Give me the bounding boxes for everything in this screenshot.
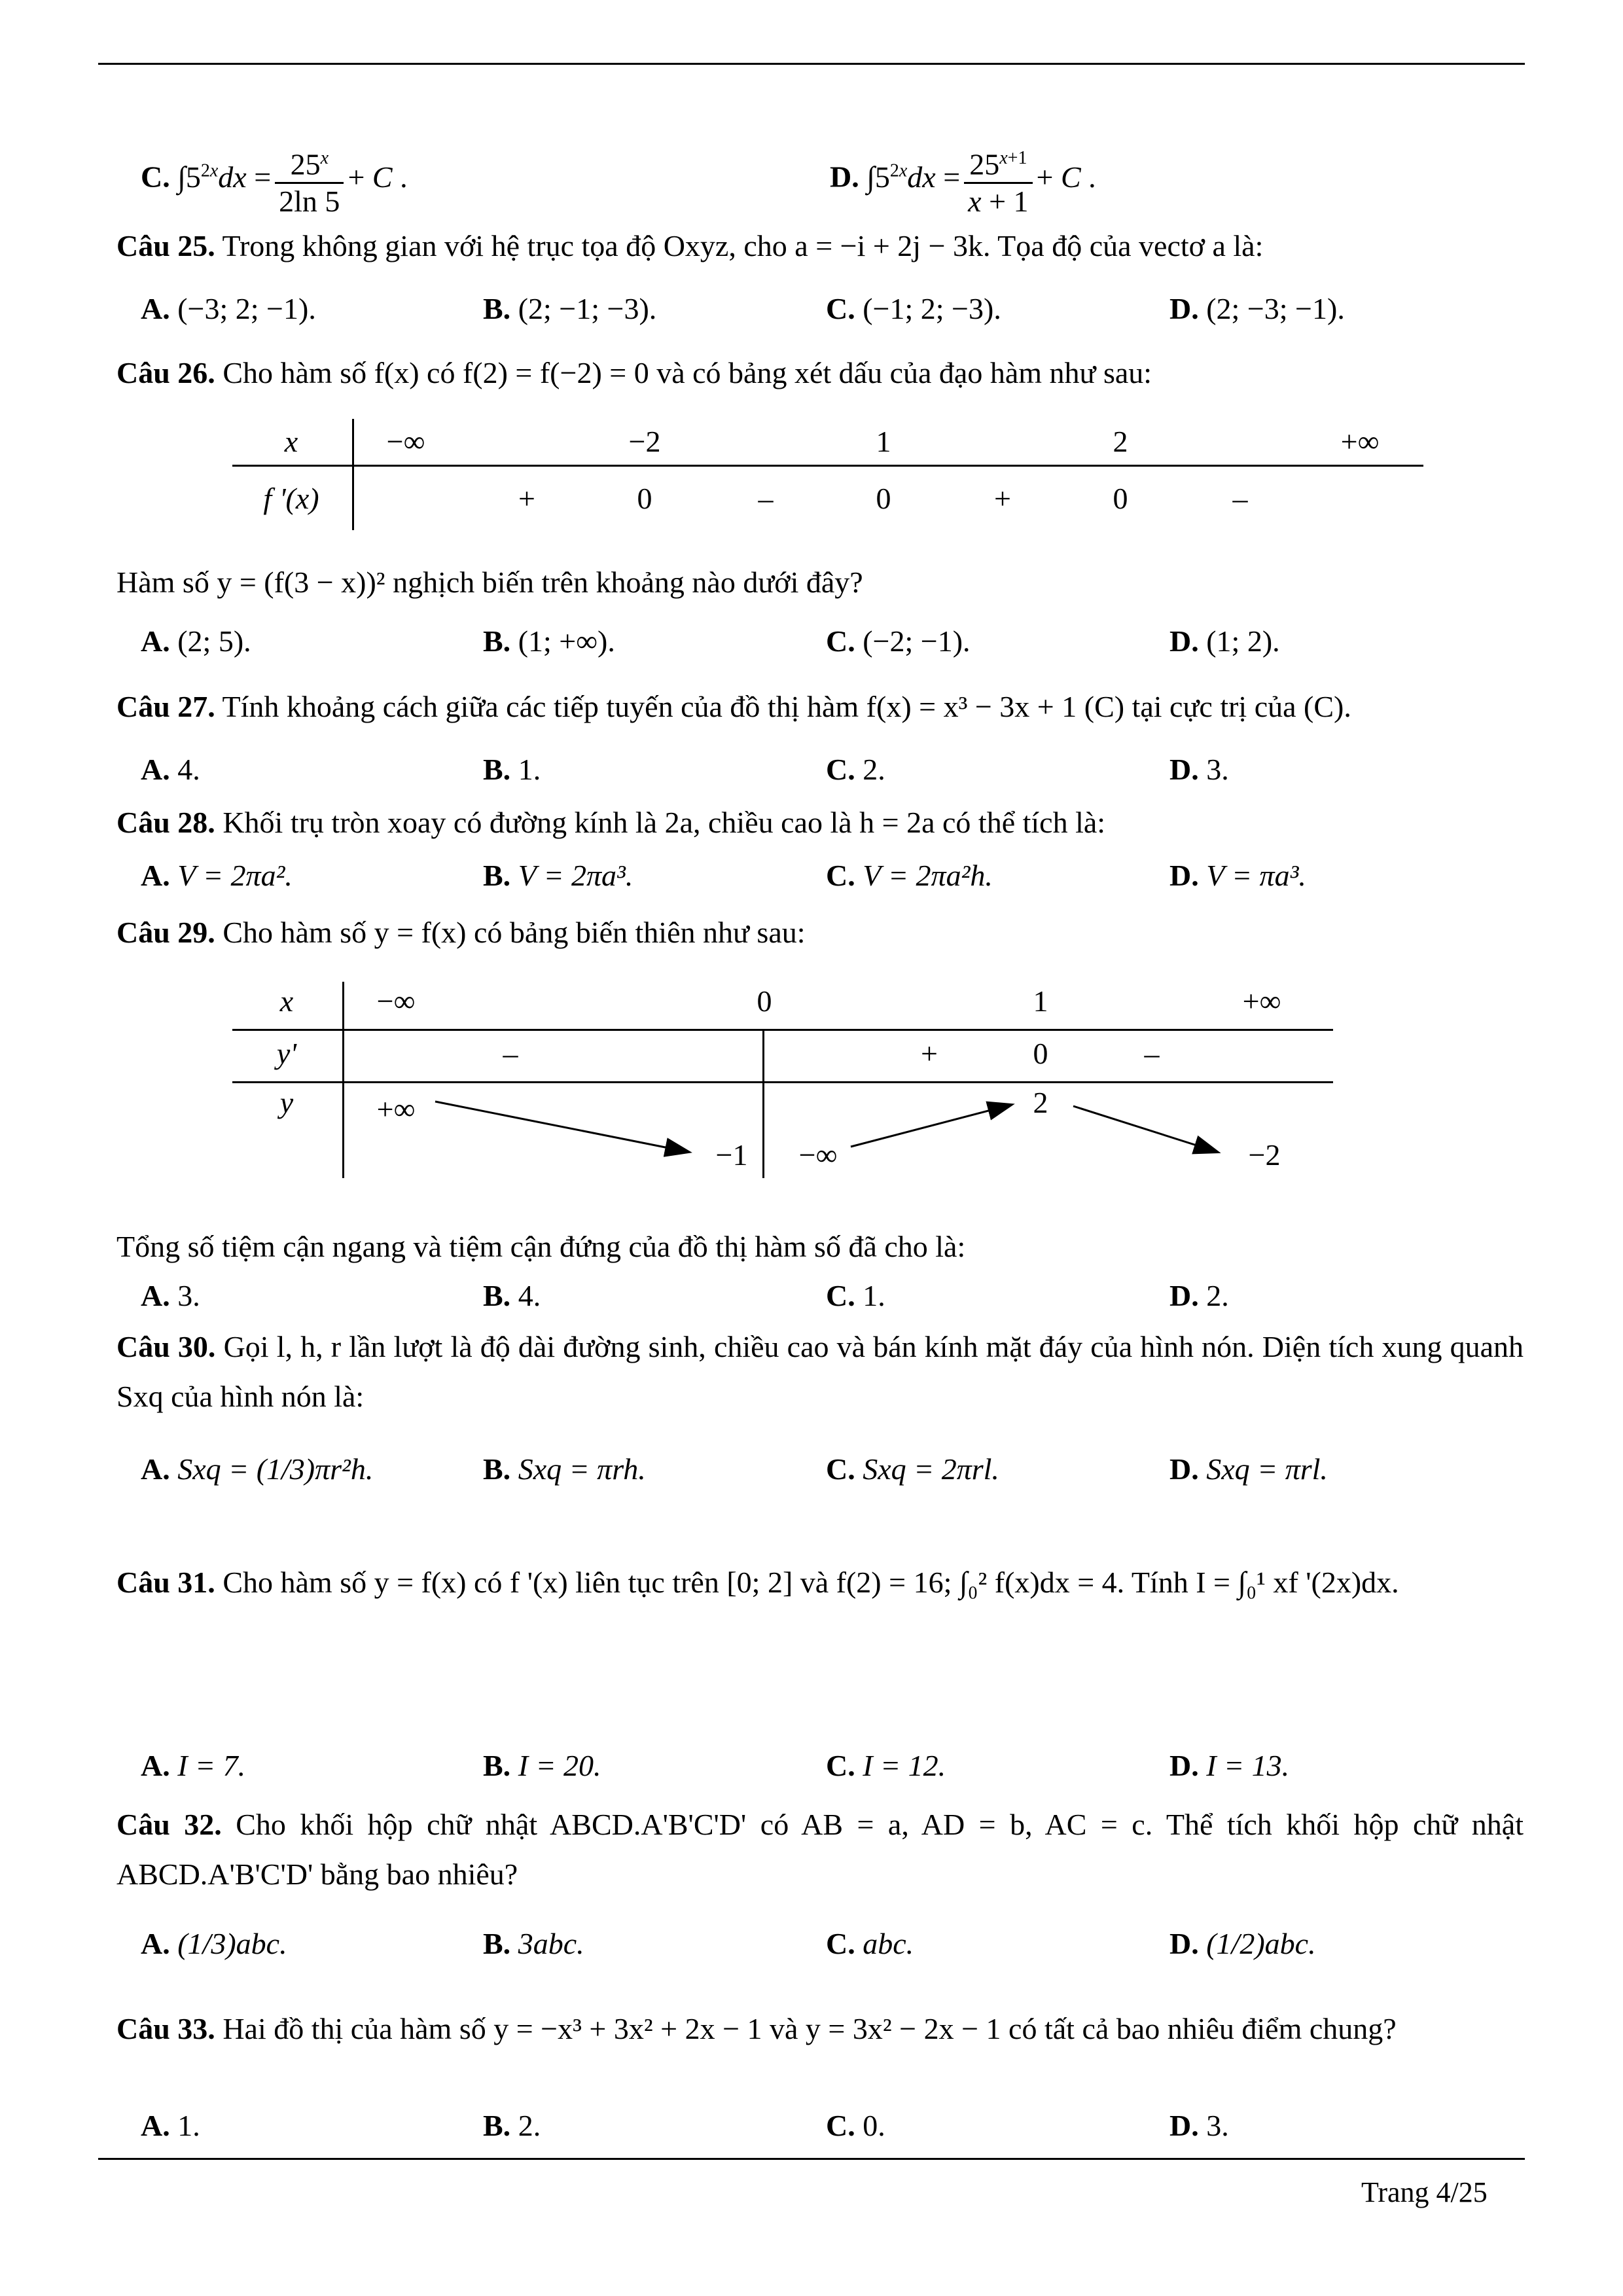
q30-option-c: C. Sxq = 2πrl. <box>826 1452 999 1486</box>
q33-option-b: B. 2. <box>483 2109 541 2142</box>
x-value: +∞ <box>1242 984 1281 1018</box>
sign: 0 <box>1113 482 1128 515</box>
q26-question: Hàm số y = (f(3 − x))² nghịch biến trên khoảng nào dưới đây? <box>116 565 863 599</box>
footer-rule <box>98 2158 1525 2160</box>
option-label: D. <box>830 160 859 194</box>
q28-stem: Câu 28. Khối trụ tròn xoay có đường kính là 2a, chiều cao là h = 2a có thể tích là: <box>116 806 1106 839</box>
q32-option-b: B. 3abc. <box>483 1927 584 1960</box>
option-math: $\int 5^{2x}dx$ = $\frac{25^x}{2\ln 5}$ + C . <box>177 160 407 194</box>
q32-stem: Câu 32. Cho khối hộp chữ nhật ABCD.A'B'C'D' có AB = a, AD = b, AC = c. Thể tích khối hộp chữ nhật ABCD.A'B'C'D' bằng bao nhiêu? <box>116 1808 1524 1891</box>
question-label: Câu 25. <box>116 229 215 262</box>
y-value: 2 <box>1033 1086 1048 1119</box>
q25-option-c: C. (−1; 2; −3). <box>826 292 1001 325</box>
q33-option-c: C. 0. <box>826 2109 885 2142</box>
q33-option-a: A. 1. <box>141 2109 200 2142</box>
row-head-y: y <box>279 1086 294 1119</box>
q32-option-c: C. abc. <box>826 1927 914 1960</box>
row-head-x: x <box>284 425 298 458</box>
q28-option-c: C. V = 2πa²h. <box>826 859 993 892</box>
q31-option-b: B. I = 20. <box>483 1749 601 1782</box>
q27-option-b: B. 1. <box>483 753 541 786</box>
q33-stem: Câu 33. Hai đồ thị của hàm số y = −x³ + 3x² + 2x − 1 và y = 3x² − 2x − 1 có tất cả bao nhiêu điểm chung? <box>116 2012 1397 2045</box>
yprime-sign: + <box>921 1037 938 1070</box>
yprime-sign: – <box>503 1037 518 1070</box>
question-text: Trong không gian với hệ trục tọa độ Oxyz, cho a = −i + 2j − 3k. Tọa độ của vectơ a là: <box>222 229 1264 262</box>
q29-stem: Câu 29. Cho hàm số y = f(x) có bảng biến thiên như sau: <box>116 916 806 949</box>
q26-option-a: A. (2; 5). <box>141 624 251 658</box>
q26-option-b: B. (1; +∞). <box>483 624 615 658</box>
row-head-yprime: y' <box>276 1037 297 1070</box>
page-number: Trang 4/25 <box>1361 2176 1488 2208</box>
q31-stem: Câu 31. Cho hàm số y = f(x) có f '(x) liên tục trên [0; 2] và f(2) = 16; ∫₀² f(x)dx = 4. Tính I = ∫₀¹ xf '(2x)dx. <box>116 1566 1399 1599</box>
q25-option-a: A. (−3; 2; −1). <box>141 292 316 325</box>
x-value: 1 <box>1033 984 1048 1018</box>
q25-option-d: D. (2; −3; −1). <box>1169 292 1345 325</box>
x-value: 0 <box>757 984 772 1018</box>
row-head-x: x <box>279 984 294 1018</box>
q29-option-b: B. 4. <box>483 1279 541 1312</box>
x-value: −∞ <box>376 984 416 1018</box>
q29-option-c: C. 1. <box>826 1279 885 1312</box>
q28-option-b: B. V = 2πa³. <box>483 859 633 892</box>
y-value: −∞ <box>798 1138 838 1172</box>
q33-option-d: D. 3. <box>1169 2109 1229 2142</box>
q31-option-c: C. I = 12. <box>826 1749 946 1782</box>
q27-option-a: A. 4. <box>141 753 200 786</box>
option-math: $\int 5^{2x}dx$ = $\frac{25^{x+1}}{x + 1}$ + C . <box>866 160 1096 194</box>
sign: – <box>1232 482 1248 515</box>
q26-stem: Câu 26. Cho hàm số f(x) có f(2) = f(−2) = 0 và có bảng xét dấu của đạo hàm như sau: <box>116 356 1152 389</box>
x-value: 1 <box>876 425 891 458</box>
q28-option-a: A. V = 2πa². <box>141 859 293 892</box>
q27-stem: Câu 27. Tính khoảng cách giữa các tiếp tuyến của đồ thị hàm f(x) = x³ − 3x + 1 (C) tại cực trị của (C). <box>116 690 1351 723</box>
sign: 0 <box>876 482 891 515</box>
y-value: +∞ <box>376 1092 416 1126</box>
y-value: −2 <box>1248 1138 1281 1172</box>
x-value: −∞ <box>386 425 425 458</box>
sign: 0 <box>637 482 652 515</box>
x-value: −2 <box>628 425 661 458</box>
option-label: C. <box>141 160 170 194</box>
q30-option-d: D. Sxq = πrl. <box>1169 1452 1328 1486</box>
x-value: +∞ <box>1340 425 1380 458</box>
q28-option-d: D. V = πa³. <box>1169 859 1306 892</box>
q32-option-a: A. (1/3)abc. <box>141 1927 287 1960</box>
arrow-increasing <box>851 1105 1011 1147</box>
q30-option-b: B. Sxq = πrh. <box>483 1452 646 1486</box>
q26-option-d: D. (1; 2). <box>1169 624 1280 658</box>
row-head-fprime: f '(x) <box>263 482 319 515</box>
q29-option-d: D. 2. <box>1169 1279 1229 1312</box>
q31-option-d: D. I = 13. <box>1169 1749 1290 1782</box>
q25-option-b: B. (2; −1; −3). <box>483 292 657 325</box>
q27-option-d: D. 3. <box>1169 753 1229 786</box>
yprime-sign: – <box>1144 1037 1160 1070</box>
q29-question: Tổng số tiệm cận ngang và tiệm cận đứng của đồ thị hàm số đã cho là: <box>116 1230 966 1263</box>
q29-option-a: A. 3. <box>141 1279 200 1312</box>
yprime-sign: 0 <box>1033 1037 1048 1070</box>
arrow-decreasing <box>435 1102 688 1152</box>
q32-option-d: D. (1/2)abc. <box>1169 1927 1316 1960</box>
q27-option-c: C. 2. <box>826 753 885 786</box>
q30-option-a: A. Sxq = (1/3)πr²h. <box>141 1452 374 1486</box>
q31-option-a: A. I = 7. <box>141 1749 246 1782</box>
sign: – <box>758 482 774 515</box>
x-value: 2 <box>1113 425 1128 458</box>
sign: + <box>518 482 535 515</box>
q30-stem: Câu 30. Gọi l, h, r lần lượt là độ dài đường sinh, chiều cao và bán kính mặt đáy của hình nón. Diện tích xung quanh Sxq của hình nón là: <box>116 1330 1524 1413</box>
arrow-decreasing <box>1073 1106 1217 1152</box>
q26-option-c: C. (−2; −1). <box>826 624 971 658</box>
sign: + <box>994 482 1011 515</box>
y-value: −1 <box>715 1138 748 1172</box>
